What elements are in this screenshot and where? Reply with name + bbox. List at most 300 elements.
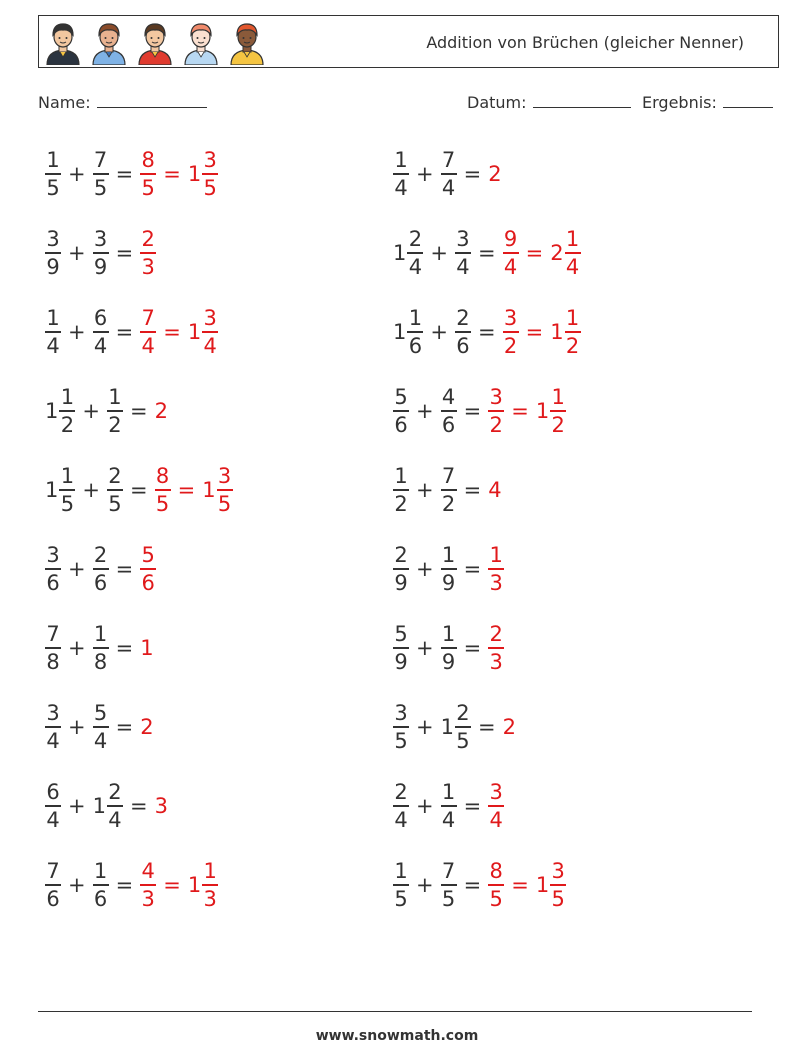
addend	[440, 700, 471, 753]
addend	[93, 542, 109, 595]
equals-sign: =	[115, 557, 134, 581]
addend-fraction	[45, 226, 61, 279]
denominator: 4	[45, 726, 61, 752]
problem-item	[45, 381, 169, 441]
addend	[45, 621, 61, 674]
problem-item	[393, 381, 566, 441]
denominator: 4	[441, 173, 457, 199]
problem-item	[393, 697, 517, 757]
denominator: 2	[565, 331, 581, 357]
date-blank-line	[533, 94, 631, 108]
plus-sign: +	[82, 399, 100, 423]
equals-sign: =	[115, 715, 134, 739]
numerator: 6	[93, 305, 108, 330]
numerator: 3	[203, 305, 217, 330]
answer-equals-sign: =	[163, 873, 181, 897]
whole-number: 1	[140, 636, 154, 660]
addend-fraction	[45, 305, 61, 358]
numerator: 5	[394, 384, 408, 409]
numerator: 3	[456, 226, 470, 251]
addend-fraction	[93, 226, 109, 279]
numerator: 2	[394, 779, 408, 804]
answer-value-fraction	[565, 226, 581, 279]
problem-item	[45, 855, 218, 915]
numerator: 3	[46, 226, 60, 251]
plus-sign: +	[68, 636, 86, 660]
addend	[93, 147, 109, 200]
problem-item	[393, 460, 503, 520]
whole-number: 1	[202, 478, 216, 502]
problem-item	[393, 302, 581, 362]
numerator: 1	[203, 858, 217, 883]
answer	[140, 226, 156, 279]
denominator: 4	[488, 805, 504, 831]
equals-sign: =	[463, 794, 482, 818]
answer-value-fraction	[565, 305, 581, 358]
addend-fraction	[107, 384, 123, 437]
answer	[503, 715, 517, 739]
addend	[45, 779, 61, 832]
numerator: 3	[394, 700, 408, 725]
equals-sign: =	[463, 873, 482, 897]
denominator: 4	[202, 331, 218, 357]
worksheet-title: Addition von Brüchen (gleicher Nenner)	[426, 33, 744, 52]
bellboy-avatar-icon	[135, 19, 175, 65]
numerator: 1	[93, 621, 108, 646]
equals-sign: =	[463, 399, 482, 423]
denominator: 2	[441, 489, 457, 515]
answer-value	[535, 384, 566, 437]
answer-value-fraction	[503, 305, 519, 358]
addend-fraction	[59, 384, 75, 437]
numerator: 3	[203, 147, 217, 172]
denominator: 9	[93, 252, 109, 278]
addend-fraction	[441, 779, 457, 832]
whole-number: 1	[45, 478, 59, 502]
addend-fraction	[441, 147, 457, 200]
denominator: 6	[93, 884, 109, 910]
whole-number: 1	[393, 320, 407, 344]
answer-value-fraction	[202, 147, 218, 200]
problem-item	[393, 223, 581, 283]
denominator: 4	[93, 726, 109, 752]
numerator: 1	[565, 226, 580, 251]
denominator: 9	[45, 252, 61, 278]
date-label: Datum:	[467, 93, 527, 112]
numerator: 1	[441, 779, 456, 804]
whole-number: 2	[140, 715, 154, 739]
plus-sign: +	[416, 715, 434, 739]
answer-value	[488, 542, 504, 595]
addend-fraction	[93, 700, 109, 753]
equals-sign: =	[477, 241, 496, 265]
numerator: 7	[441, 463, 456, 488]
denominator: 4	[45, 331, 61, 357]
whole-number: 1	[187, 162, 202, 186]
addend	[441, 384, 457, 437]
equals-sign: =	[463, 478, 482, 502]
numerator: 1	[108, 384, 122, 409]
answer-equals-sign: =	[511, 873, 529, 897]
numerator: 1	[46, 147, 60, 172]
plus-sign: +	[68, 241, 86, 265]
numerator: 3	[551, 858, 565, 883]
numerator: 1	[60, 463, 75, 488]
addend	[45, 305, 61, 358]
plus-sign: +	[416, 162, 434, 186]
problem-item	[45, 144, 218, 204]
addend	[45, 226, 61, 279]
numerator: 5	[93, 700, 108, 725]
numerator: 3	[489, 779, 503, 804]
addend	[393, 621, 409, 674]
answer-value	[503, 226, 519, 279]
answer-value	[140, 542, 156, 595]
answer	[488, 542, 504, 595]
denominator: 6	[45, 884, 61, 910]
addend	[393, 384, 409, 437]
addend-fraction	[45, 621, 61, 674]
denominator: 4	[93, 331, 109, 357]
equals-sign: =	[115, 873, 134, 897]
addend	[393, 226, 423, 279]
answer-value	[503, 305, 519, 358]
answer	[140, 715, 154, 739]
whole-number: 4	[488, 478, 502, 502]
numerator: 1	[60, 384, 75, 409]
denominator: 5	[550, 884, 566, 910]
addend	[455, 305, 471, 358]
numerator: 2	[394, 542, 408, 567]
woman-avatar-icon	[181, 19, 221, 65]
numerator: 3	[93, 226, 108, 251]
answer-value	[187, 858, 218, 911]
addend	[393, 542, 409, 595]
denominator: 2	[488, 410, 504, 436]
numerator: 8	[489, 858, 503, 883]
answer	[488, 478, 502, 502]
denominator: 5	[107, 489, 123, 515]
addend-fraction	[45, 779, 61, 832]
answer-value	[488, 478, 502, 502]
answer-value-fraction	[488, 384, 504, 437]
equals-sign: =	[115, 162, 134, 186]
answer-value	[488, 779, 504, 832]
denominator: 8	[93, 647, 109, 673]
numerator: 2	[456, 305, 470, 330]
addend	[441, 779, 457, 832]
avatar-strip	[43, 19, 267, 65]
answer-value-fraction	[488, 858, 504, 911]
plus-sign: +	[416, 399, 434, 423]
answer-equals-sign: =	[525, 320, 544, 344]
answer-equals-sign: =	[163, 320, 181, 344]
addend	[393, 463, 409, 516]
equals-sign: =	[477, 320, 496, 344]
denominator: 4	[407, 252, 423, 278]
addend-fraction	[107, 779, 123, 832]
equals-sign: =	[477, 715, 496, 739]
addend-fraction	[393, 779, 409, 832]
answer	[140, 147, 218, 200]
addend	[93, 305, 109, 358]
answer	[488, 621, 504, 674]
whole-number: 1	[440, 715, 454, 739]
addend-fraction	[45, 542, 61, 595]
plus-sign: +	[82, 478, 100, 502]
answer-value-fraction	[140, 147, 156, 200]
numerator: 2	[141, 226, 155, 251]
numerator: 2	[456, 700, 470, 725]
numerator: 4	[441, 384, 456, 409]
addend	[107, 384, 123, 437]
numerator: 7	[441, 858, 456, 883]
equals-sign: =	[115, 241, 134, 265]
answer-value-fraction	[488, 542, 504, 595]
problem-item	[45, 697, 155, 757]
addend	[393, 779, 409, 832]
addend-fraction	[45, 147, 61, 200]
denominator: 2	[503, 331, 519, 357]
answer-value-fraction	[155, 463, 171, 516]
addend-fraction	[393, 463, 409, 516]
denominator: 9	[393, 568, 409, 594]
denominator: 8	[45, 647, 61, 673]
whole-number: 1	[393, 241, 407, 265]
denominator: 2	[59, 410, 75, 436]
problem-item	[45, 776, 169, 836]
numerator: 2	[108, 463, 122, 488]
equals-sign: =	[129, 794, 148, 818]
name-blank-line	[97, 94, 207, 108]
denominator: 5	[45, 173, 61, 199]
problem-item	[45, 618, 155, 678]
answer	[140, 305, 218, 358]
denominator: 2	[550, 410, 566, 436]
addend	[93, 858, 109, 911]
addend-fraction	[407, 305, 423, 358]
addend-fraction	[441, 463, 457, 516]
addend	[45, 384, 75, 437]
addend-fraction	[455, 305, 471, 358]
answer-value	[488, 384, 504, 437]
problem-item	[393, 776, 504, 836]
denominator: 3	[140, 884, 156, 910]
answer-equals-sign: =	[163, 162, 181, 186]
addend	[45, 542, 61, 595]
denominator: 6	[455, 331, 471, 357]
plus-sign: +	[68, 873, 86, 897]
answer-value-fraction	[140, 542, 156, 595]
addend	[92, 779, 123, 832]
equals-sign: =	[463, 557, 482, 581]
answer-value-fraction	[550, 858, 566, 911]
addend-fraction	[393, 621, 409, 674]
denominator: 5	[59, 489, 75, 515]
denominator: 4	[140, 331, 156, 357]
plus-sign: +	[68, 715, 86, 739]
denominator: 3	[488, 568, 504, 594]
answer-value-fraction	[140, 226, 156, 279]
name-label: Name:	[38, 93, 91, 112]
addend	[393, 305, 423, 358]
answer-value	[187, 147, 218, 200]
denominator: 4	[393, 805, 409, 831]
denominator: 4	[393, 173, 409, 199]
answer-equals-sign: =	[525, 241, 544, 265]
numerator: 1	[93, 858, 108, 883]
answer	[488, 779, 504, 832]
problem-item	[45, 539, 156, 599]
addend-fraction	[441, 384, 457, 437]
whole-number: 1	[187, 873, 202, 897]
answer-value-fraction	[140, 858, 156, 911]
man-avatar-icon	[227, 19, 267, 65]
numerator: 1	[441, 542, 456, 567]
numerator: 2	[408, 226, 423, 251]
addend-fraction	[441, 542, 457, 595]
plus-sign: +	[68, 162, 86, 186]
denominator: 4	[503, 252, 519, 278]
answer-value	[202, 463, 232, 516]
numerator: 1	[394, 147, 408, 172]
numerator: 1	[489, 542, 503, 567]
denominator: 6	[441, 410, 457, 436]
date-field	[467, 93, 631, 112]
addend-fraction	[393, 384, 409, 437]
addend-fraction	[455, 226, 471, 279]
denominator: 4	[441, 805, 457, 831]
addend	[441, 463, 457, 516]
whole-number: 3	[154, 794, 168, 818]
numerator: 5	[394, 621, 408, 646]
whole-number: 1	[92, 794, 106, 818]
denominator: 5	[217, 489, 233, 515]
equals-sign: =	[129, 478, 148, 502]
addend-fraction	[407, 226, 423, 279]
addend	[441, 621, 457, 674]
numerator: 6	[46, 779, 60, 804]
addend-fraction	[93, 542, 109, 595]
answer-value-fraction	[488, 621, 504, 674]
answer-value	[488, 162, 502, 186]
denominator: 9	[441, 568, 457, 594]
addend	[441, 858, 457, 911]
numerator: 1	[394, 463, 408, 488]
answer-value	[140, 147, 156, 200]
answer	[503, 305, 581, 358]
whole-number: 1	[45, 399, 59, 423]
addend-fraction	[45, 858, 61, 911]
addend	[45, 463, 75, 516]
addend	[93, 226, 109, 279]
denominator: 3	[140, 252, 156, 278]
denominator: 4	[455, 252, 471, 278]
plus-sign: +	[416, 478, 434, 502]
worksheet-header	[38, 15, 779, 68]
plus-sign: +	[68, 320, 86, 344]
numerator: 1	[46, 305, 60, 330]
numerator: 8	[141, 147, 155, 172]
addend	[393, 700, 409, 753]
plus-sign: +	[416, 636, 434, 660]
answer-value	[140, 226, 156, 279]
answer	[503, 226, 581, 279]
denominator: 2	[107, 410, 123, 436]
numerator: 7	[46, 858, 60, 883]
result-blank-line	[723, 94, 773, 108]
denominator: 9	[393, 647, 409, 673]
answer-value	[155, 794, 169, 818]
answer-value-fraction	[140, 305, 156, 358]
stewardess-avatar-icon	[89, 19, 129, 65]
denominator: 2	[393, 489, 409, 515]
plus-sign: +	[68, 794, 86, 818]
pilot-avatar-icon	[43, 19, 83, 65]
addend-fraction	[441, 858, 457, 911]
answer-value	[550, 226, 580, 279]
plus-sign: +	[68, 557, 86, 581]
numerator: 1	[565, 305, 580, 330]
answer-equals-sign: =	[511, 399, 529, 423]
answer-equals-sign: =	[177, 478, 196, 502]
answer-value	[140, 715, 154, 739]
answer	[488, 858, 566, 911]
denominator: 6	[140, 568, 156, 594]
answer	[140, 542, 156, 595]
problem-item	[45, 223, 156, 283]
footer-url: www.snowmath.com	[315, 1028, 479, 1044]
denominator: 3	[202, 884, 218, 910]
plus-sign: +	[430, 320, 448, 344]
answer-value	[503, 715, 517, 739]
plus-sign: +	[416, 794, 434, 818]
denominator: 5	[393, 726, 409, 752]
equals-sign: =	[463, 162, 482, 186]
addend-fraction	[393, 858, 409, 911]
denominator: 4	[565, 252, 581, 278]
denominator: 4	[45, 805, 61, 831]
denominator: 5	[93, 173, 109, 199]
whole-number: 2	[488, 162, 502, 186]
addend	[441, 542, 457, 595]
plus-sign: +	[430, 241, 448, 265]
answer-value-fraction	[503, 226, 519, 279]
denominator: 6	[407, 331, 423, 357]
numerator: 7	[93, 147, 108, 172]
addend	[455, 226, 471, 279]
denominator: 6	[45, 568, 61, 594]
addend	[393, 147, 409, 200]
answer-value	[140, 858, 156, 911]
numerator: 8	[155, 463, 170, 488]
equals-sign: =	[463, 636, 482, 660]
addend	[45, 147, 61, 200]
numerator: 9	[503, 226, 518, 251]
addend-fraction	[107, 463, 123, 516]
answer-value	[155, 463, 171, 516]
whole-number: 1	[187, 320, 202, 344]
answer-value	[488, 858, 504, 911]
numerator: 2	[93, 542, 108, 567]
addend-fraction	[441, 621, 457, 674]
equals-sign: =	[115, 636, 134, 660]
numerator: 3	[46, 700, 60, 725]
addend	[93, 700, 109, 753]
addend-fraction	[45, 700, 61, 753]
answer-value	[140, 305, 156, 358]
whole-number: 2	[502, 715, 516, 739]
